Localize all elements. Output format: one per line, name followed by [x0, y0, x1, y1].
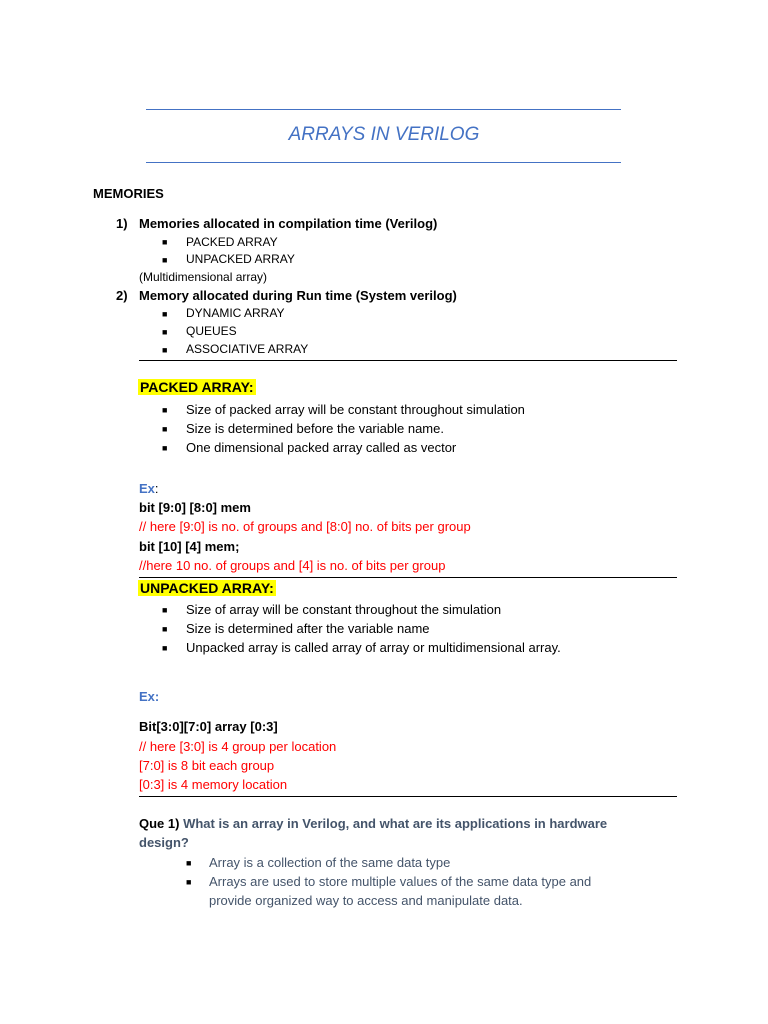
question-line-1 [139, 816, 607, 831]
list-item: Size of array will be constant throughout the simulation [186, 602, 502, 617]
title-rule-top [146, 109, 621, 110]
code-comment: [7:0] is 8 bit each group [139, 758, 275, 773]
bullet-icon: ■ [162, 405, 168, 415]
bullet-icon: ■ [162, 605, 168, 615]
bullet-icon: ■ [186, 858, 192, 868]
code-comment: // here [9:0] is no. of groups and [8:0] no. of bits per group [139, 519, 471, 534]
list-item: Size is determined after the variable name [186, 621, 430, 636]
example-label: Ex: [139, 689, 160, 704]
question-text-continued: design? [139, 835, 189, 850]
bullet-icon: ■ [162, 424, 168, 434]
bullet-icon: ■ [162, 309, 168, 319]
list-item: Unpacked array is called array of array or multidimensional array. [186, 640, 561, 655]
bullet-icon: ■ [186, 877, 192, 887]
question-label: Que 1) [139, 816, 180, 831]
bullet-icon: ■ [162, 237, 168, 247]
bullet-icon: ■ [162, 643, 168, 653]
section-divider [139, 796, 677, 797]
bullet-icon: ■ [162, 443, 168, 453]
memories-item-2: Memory allocated during Run time (System verilog) [139, 288, 457, 303]
list-item: QUEUES [186, 324, 237, 338]
code-comment: // here [3:0] is 4 group per location [139, 739, 337, 754]
code-line: Bit[3:0][7:0] array [0:3] [139, 719, 278, 734]
section-divider [139, 577, 677, 578]
list-item: Size of packed array will be constant throughout simulation [186, 402, 525, 417]
answer-item-continued: provide organized way to access and manipulate data. [209, 893, 523, 908]
code-line: bit [9:0] [8:0] mem [139, 500, 251, 515]
list-number-2: 2) [116, 288, 128, 303]
memories-heading: MEMORIES [93, 186, 164, 201]
example-label [139, 480, 159, 498]
list-item: One dimensional packed array called as vector [186, 440, 457, 455]
bullet-icon: ■ [162, 255, 168, 265]
list-item: DYNAMIC ARRAY [186, 306, 285, 320]
list-item: UNPACKED ARRAY [186, 252, 295, 266]
list-item: ASSOCIATIVE ARRAY [186, 342, 309, 356]
code-comment: [0:3] is 4 memory location [139, 777, 288, 792]
packed-array-heading: PACKED ARRAY: [140, 379, 254, 395]
document-title: ARRAYS IN VERILOG [288, 124, 480, 145]
title-rule-bottom [146, 162, 621, 163]
bullet-icon: ■ [162, 327, 168, 337]
example-label-text: Ex [139, 481, 155, 496]
bullet-icon: ■ [162, 345, 168, 355]
code-line: bit [10] [4] mem; [139, 539, 240, 554]
multidimensional-note: (Multidimensional array) [139, 270, 268, 284]
unpacked-array-heading: UNPACKED ARRAY: [140, 580, 274, 596]
code-comment: //here 10 no. of groups and [4] is no. of bits per group [139, 558, 446, 573]
answer-item: Array is a collection of the same data type [209, 855, 451, 870]
example-label-colon: : [154, 481, 159, 496]
memories-item-1: Memories allocated in compilation time (Verilog) [139, 216, 438, 231]
list-item: PACKED ARRAY [186, 235, 278, 249]
list-item: Size is determined before the variable name. [186, 421, 444, 436]
answer-item: Arrays are used to store multiple values of the same data type and [209, 874, 592, 889]
question-text: What is an array in Verilog, and what are its applications in hardware [183, 816, 608, 831]
section-divider [139, 360, 677, 361]
bullet-icon: ■ [162, 624, 168, 634]
list-number-1: 1) [116, 216, 128, 231]
